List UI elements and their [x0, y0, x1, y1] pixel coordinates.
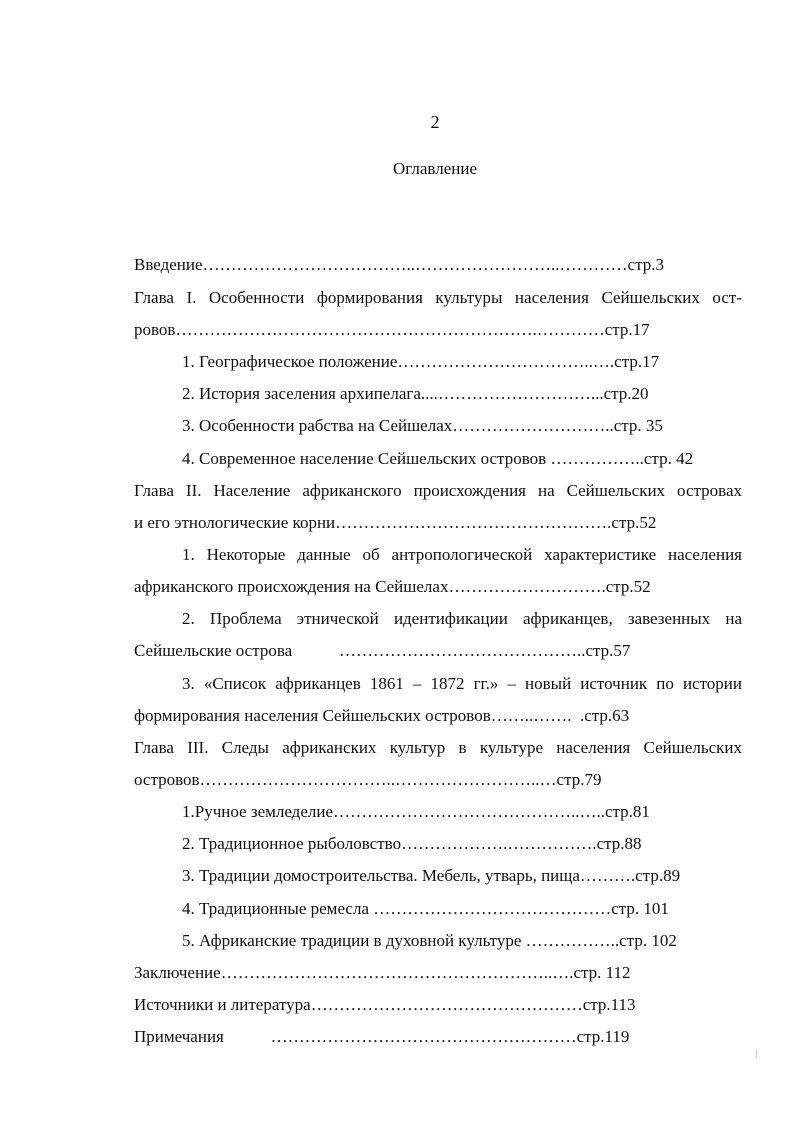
toc-heading: Оглавление	[393, 159, 477, 178]
toc-entry-3-5: 5. Африканские традиции в духовной культуре ……………..стр. 102	[182, 931, 677, 950]
toc-entry-3-2: 2. Традиционное рыболовство……………….…………….стр.88	[182, 834, 642, 853]
toc-entry-conclusion: Заключение…………………………………………………..….стр. 112	[134, 963, 631, 982]
toc-entry-1-2: 2. История заселения архипелага....………………………...стр.20	[182, 384, 649, 403]
toc-entry-chapter-2-cont: и его этнологические корни………………………………………….стр.52	[134, 513, 657, 532]
toc-entry-3-1: 1.Ручное земледелие……………………………………..…..стр.81	[182, 802, 650, 821]
toc-entry-3-4: 4. Традиционные ремесла ……………………………………стр. 101	[182, 899, 669, 918]
toc-entry-chapter-1: Глава I. Особенности формирования культуры населения Сейшельских ост-	[134, 288, 742, 307]
toc-entry-3-3: 3. Традиции домостроительства. Мебель, утварь, пища……….стр.89	[182, 866, 681, 885]
toc-entry-2-2-cont: Сейшельские острова ……………………………………..стр.57	[134, 641, 631, 660]
toc-entry-2-1-cont: африканского происхождения на Сейшелах……………………….стр.52	[134, 577, 651, 596]
toc-entry-introduction: Введение………………………………..……………………..…………стр.3	[134, 255, 664, 274]
toc-entry-chapter-2: Глава II. Население африканского происхождения на Сейшельских островах	[134, 481, 742, 500]
toc-entry-1-4: 4. Современное население Сейшельских островов ……………..стр. 42	[182, 449, 694, 468]
toc-entry-chapter-3: Глава III. Следы африканских культур в культуре населения Сейшельских	[134, 738, 742, 757]
page-number: 2	[430, 112, 440, 132]
toc-entry-chapter-3-cont: островов……………………………..……………………..…стр.79	[134, 770, 602, 789]
toc-entry-1-3: 3. Особенности рабства на Сейшелах………………………..стр. 35	[182, 416, 663, 435]
toc-entry-sources: Источники и литература…………………………………………стр.113	[134, 995, 636, 1014]
toc-entry-2-2: 2. Проблема этнической идентификации африканцев, завезенных на	[182, 609, 742, 628]
toc-entry-2-1: 1. Некоторые данные об антропологической характеристике населения	[182, 545, 742, 564]
toc-entry-notes: Примечания ………………………………………………стр.119	[134, 1027, 630, 1046]
toc-entry-2-3-cont: формирования населения Сейшельских островов……..……. .стр.63	[134, 706, 630, 725]
scan-margin-mark	[756, 1050, 757, 1058]
toc-entry-1-1: 1. Географическое положение……………………………..….стр.17	[182, 352, 660, 371]
toc-entry-2-3: 3. «Список африканцев 1861 – 1872 гг.» – новый источник по истории	[182, 674, 742, 693]
toc-entry-chapter-1-cont: ровов……………………………………………………….…………стр.17	[134, 320, 650, 339]
